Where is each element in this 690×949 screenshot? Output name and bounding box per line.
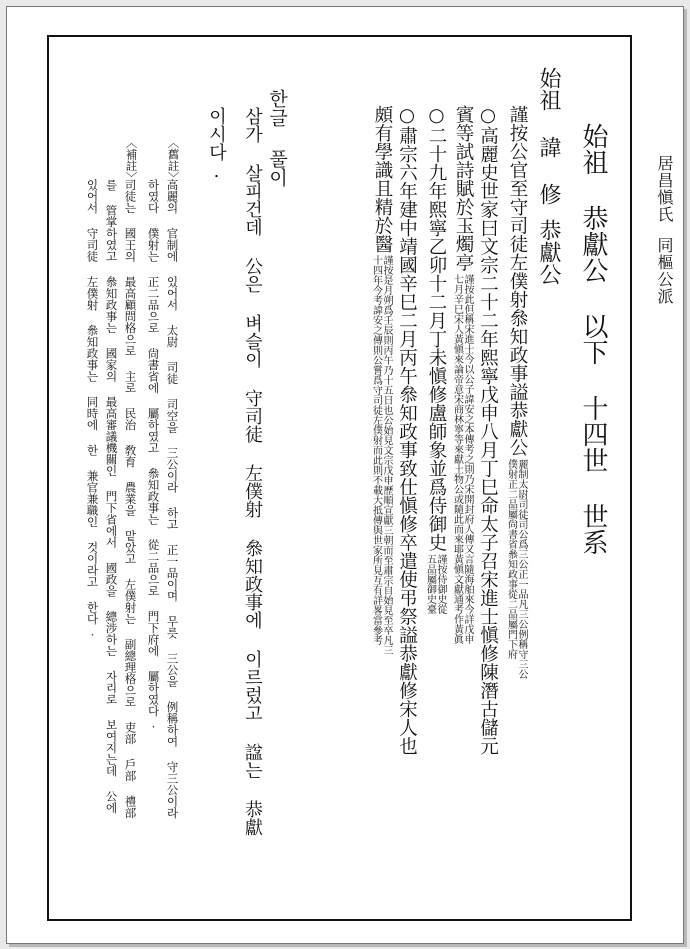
annotation-old-line-1: 高麗의 官制에 있어서 太尉 司徒 司空을 三公이라 하고 正一品이며 무릇 三公을 例稱하여 守三公이라 xyxy=(165,179,180,819)
subtitle xyxy=(537,67,559,285)
translation-heading: 한글 풀이 xyxy=(266,89,288,187)
entry-4-text: ○二十九年熙寧乙卯十二月丁未愼修盧師象並爲侍御史 xyxy=(426,105,447,552)
entry-4 xyxy=(424,105,445,704)
entry-1 xyxy=(505,105,526,859)
annotation-old-tag: 〈舊註〉 xyxy=(166,137,181,183)
entry-6 xyxy=(370,105,391,875)
entry-5: ○肅宗六年建中靖國辛巳二月丙午叅知政事致仕愼修卒遣使弔祭謚恭獻修宋人也 xyxy=(396,105,418,755)
page-title: 始祖 恭獻公 以下 十四世 世系 xyxy=(578,123,608,555)
side-label xyxy=(656,155,672,305)
content-frame xyxy=(47,35,632,921)
entry-1-note: 麗制太尉司徒司公爲三公正一品凡三公例稱守三公 僕射正二品屬尙書省叅知政事從二品屬門下府 xyxy=(505,458,527,679)
entry-6-note: 謹按是月朔爲壬辰則丙午乃十五日也公始見文宗戊申歷順宣獻三朝而至肅宗自始見至卒凡三 十四年今考諱安之傳則公嘗爲守司徒左僕射而此則不載大抵傳與世家所見互有詳畧當參考 xyxy=(370,255,392,655)
subtitle-head: 始祖 諱 修 xyxy=(536,67,561,205)
annotation-supp-line-2: 를 管掌하였고 叅知政事는 國家의 最高審議機關인 門下省에서 國政을 總涉하는 자리로 보여지는데 公에 xyxy=(104,179,119,814)
entry-4-note: 謹按侍御史從 五品屬御史臺 xyxy=(424,553,446,614)
document-page xyxy=(6,6,684,944)
annotation-supp-line-1: 司徒는 國王의 最高顧問格으로 主로 民治 敎育 農業을 맡았고 左僕射는 副總理格으로 吏部 戶部 禮部 xyxy=(123,179,138,819)
entry-3 xyxy=(451,105,472,894)
side-label-branch: 同樞公派 xyxy=(655,237,674,305)
annotation-old-line-2: 하였다 僕射는 正二品으로 尙書省에 屬하였고 叅知政事는 從二品으로 門下府에 屬하였다. xyxy=(146,179,161,731)
entry-3-note: 謹按此但稱宋進士今以公子諱安之本傳考之則乃宋開封府人傳又言隨海舶來今詳戊申 七月辛巳宋人黃愼來論帝意宋商林寧等來獻土物公或隨此而來耶黃愼文獻通考作黃眞 xyxy=(451,273,473,644)
entry-3-text: 賓等試詩賦於玉燭亭 xyxy=(453,105,474,272)
side-label-clan: 居昌愼氏 xyxy=(655,155,674,223)
entry-1-text: 謹按公官至守司徒左僕射叅知政事謚恭獻公 xyxy=(507,105,528,457)
entry-6-text: 頗有學識且精於醫 xyxy=(372,105,393,253)
translation-line-2: 이시다. xyxy=(206,107,227,182)
annotation-supp-line-3: 있어서 守司徒 左僕射 叅知政事는 同時에 한 兼官兼職인 것이라고 한다. xyxy=(85,179,100,639)
entry-2: ○高麗史世家曰文宗二十二年熙寧戊申八月丁巳命太子召宋進士愼修陳潛古儲元 xyxy=(477,105,499,755)
subtitle-posthumous: 恭獻公 xyxy=(536,219,561,285)
translation-line-1: 삼가 살피건데 公은 벼슬이 守司徒 左僕射 叅知政事에 이르렀고 諡는 恭獻 xyxy=(242,107,263,836)
annotation-supp-tag: 〈補註〉 xyxy=(124,137,139,183)
